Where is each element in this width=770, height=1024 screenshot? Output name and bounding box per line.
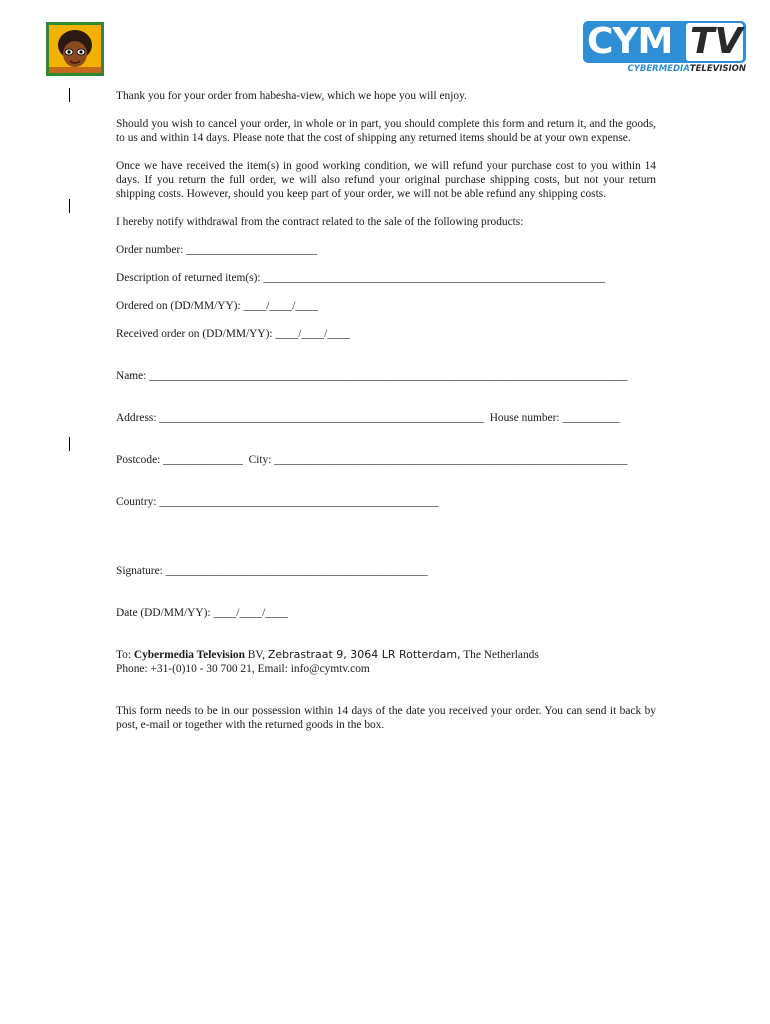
margin-mark: [69, 88, 70, 102]
habesha-view-logo: [46, 22, 104, 76]
ordered-on-field[interactable]: Ordered on (DD/MM/YY): ____/____/____: [116, 300, 319, 312]
postcode-city-row: [116, 453, 656, 467]
country-field[interactable]: Country: _________________________________________________: [116, 496, 439, 508]
face-icon: [49, 25, 101, 73]
cancel-text: Should you wish to cancel your order, in whole or in part, you should complete this form and return it, and the goods, to us and within 14 days. Please note that the cost of shipping any returned items should be at your own expense.: [116, 118, 656, 144]
contact-country: The Netherlands: [460, 649, 539, 661]
logo-subtitle: [628, 64, 747, 74]
address-field[interactable]: Address: _________________________________________________________: [116, 412, 484, 424]
contact-phone-email: Phone: +31-(0)10 - 30 700 21, Email: info@cymtv.com: [116, 663, 370, 675]
house-number-field[interactable]: House number: __________: [489, 412, 620, 424]
footer-note: This form needs to be in our possession within 14 days of the date you received your order. You can send it back by post, e-mail or together with the returned goods in the box.: [116, 705, 656, 731]
contact-address: [116, 648, 656, 662]
logo-cym-text: CYM: [587, 21, 673, 62]
received-on-field[interactable]: Received order on (DD/MM/YY): ____/____/____: [116, 328, 351, 340]
date-field[interactable]: Date (DD/MM/YY): ____/____/____: [116, 607, 289, 619]
cymtv-logo: [583, 21, 746, 75]
refund-text: Once we have received the item(s) in good working condition, we will refund your purchase cost to you within 14 days. If you return the full order, we will also refund your original purchase shipping costs, but not your return shipping costs. However, should you keep part of your order, we will not be able refund any shipping costs.: [116, 160, 656, 200]
logo-subtitle-right: TELEVISION: [689, 64, 746, 74]
logo-tv-text: TV: [690, 21, 743, 62]
postcode-field[interactable]: Postcode: ______________: [116, 454, 243, 466]
name-field[interactable]: Name: ____________________________________________________________________________________: [116, 370, 628, 382]
margin-mark: [69, 199, 70, 213]
signature-field[interactable]: Signature: ______________________________________________: [116, 565, 428, 577]
withdrawal-form: [116, 89, 656, 732]
logo-subtitle-left: CYBERMEDIA: [627, 64, 690, 74]
thank-you-text: Thank you for your order from habesha-view, which we hope you will enjoy.: [116, 90, 467, 102]
street-address: Zebrastraat 9, 3064 LR Rotterdam,: [267, 648, 461, 661]
address-row: [116, 411, 656, 425]
notify-text: I hereby notify withdrawal from the contract related to the sale of the following products:: [116, 216, 524, 228]
company-suffix: BV,: [244, 649, 268, 661]
margin-mark: [69, 437, 70, 451]
city-field[interactable]: City: ______________________________________________________________: [248, 454, 628, 466]
description-field[interactable]: Description of returned item(s): ____________________________________________________________: [116, 272, 606, 284]
company-name: Cybermedia Television: [133, 649, 245, 661]
to-label: To:: [116, 649, 134, 661]
order-number-field[interactable]: Order number: _______________________: [116, 244, 318, 256]
